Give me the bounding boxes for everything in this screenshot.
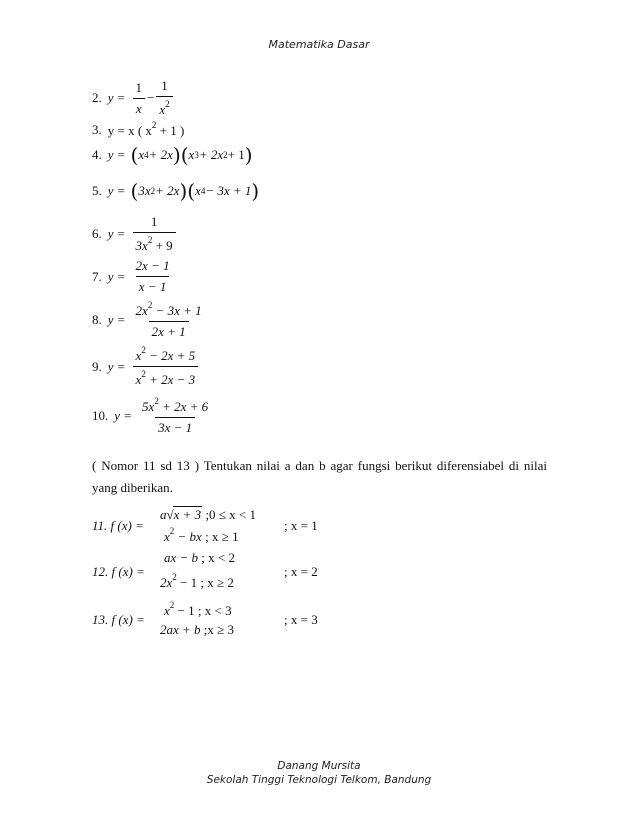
problem-9 xyxy=(92,345,200,388)
footer-institution: Sekolah Tinggi Teknologi Telkom, Bandung xyxy=(206,774,432,786)
problem-10 xyxy=(92,396,213,436)
problem-label: 11. f (x) = xyxy=(92,518,144,533)
case-line-2: $x^2$ − bx ; x ≥ 1 xyxy=(164,526,239,544)
problem-lhs: y = xyxy=(114,408,133,423)
problem-label: 13. f (x) = xyxy=(92,612,145,627)
case-line-2: $2x^2 - 1$ ; x ≥ 2 xyxy=(160,572,234,590)
problem-number: 5. xyxy=(92,183,102,198)
problem-lhs: y = xyxy=(107,147,126,162)
fraction: $\frac{x^2 - 2x + 5}{x^2 + 2x - 3}$ xyxy=(133,345,199,388)
page-header: Matematika Dasar xyxy=(268,38,370,51)
problem-number: 4. xyxy=(92,147,102,162)
problem-number: 7. xyxy=(92,268,102,284)
fraction: $\frac{1}{3x^2 + 9}$ xyxy=(133,214,176,254)
problem-4: 4. y = ( x 4 + 2x )( x 3 + 2x 2 + 1 ) xyxy=(92,143,253,167)
evaluation-point: ; x = 3 xyxy=(284,612,318,627)
problem-number: 9. xyxy=(92,358,102,374)
problem-6 xyxy=(92,214,178,254)
problem-11 xyxy=(92,506,552,556)
problem-number: 3. xyxy=(92,121,102,137)
problem-number: 6. xyxy=(92,226,102,241)
problem-lhs: y = xyxy=(107,268,126,284)
problem-number: 8. xyxy=(92,312,102,327)
case-line-2: 2ax + b ;x ≥ 3 xyxy=(160,622,235,637)
problem-7 xyxy=(92,258,175,295)
problem-lhs: y = xyxy=(107,90,126,105)
problem-expr: y = x ( $x^2 + 1$ ) xyxy=(107,120,185,138)
problem-number: 10. xyxy=(92,408,109,423)
problem-lhs: y = xyxy=(107,226,126,241)
evaluation-point: ; x = 1 xyxy=(284,518,318,533)
instruction-paragraph: ( Nomor 11 sd 13 ) Tentukan nilai a dan b agar fungsi berikut diferensiabel di nilai yang diberikan. xyxy=(92,458,547,495)
footer-author: Danang Mursita xyxy=(277,760,361,772)
problem-5: 5. y = ( 3x 2 + 2x )( x 4 − 3x + 1 ) xyxy=(92,179,260,203)
case-line-1: $x^2 - 1$ ; x < 3 xyxy=(164,600,232,618)
problem-lhs: y = xyxy=(107,312,126,327)
problem-lhs: y = xyxy=(107,358,126,374)
problem-label: 12. f (x) = xyxy=(92,564,145,579)
problem-3 xyxy=(92,120,189,139)
problem-lhs: y = xyxy=(107,183,126,198)
fraction: $\frac{2x^2 - 3x + 1}{2x + 1}$ xyxy=(135,300,202,339)
problem-12 xyxy=(92,550,552,600)
problem-8 xyxy=(92,300,207,340)
case-line-1: ax − b ; x < 2 xyxy=(164,550,235,565)
case-line-1: a√x + 3 ;0 ≤ x < 1 xyxy=(160,507,257,522)
fraction: $\frac{2x - 1}{x - 1}$ xyxy=(135,258,170,294)
problem-number: 2. xyxy=(92,90,102,105)
fraction: $\frac{1}{x}$ xyxy=(133,80,146,117)
problem-2: 2. y = $\frac{1}{x}$ − $\frac{1}{x^2}$ xyxy=(92,78,175,118)
evaluation-point: ; x = 2 xyxy=(284,564,318,579)
fraction: $\frac{5x^2 + 2x + 6}{3x - 1}$ xyxy=(142,396,209,435)
problem-13 xyxy=(92,600,552,650)
fraction: $\frac{1}{x^2}$ xyxy=(156,78,172,118)
